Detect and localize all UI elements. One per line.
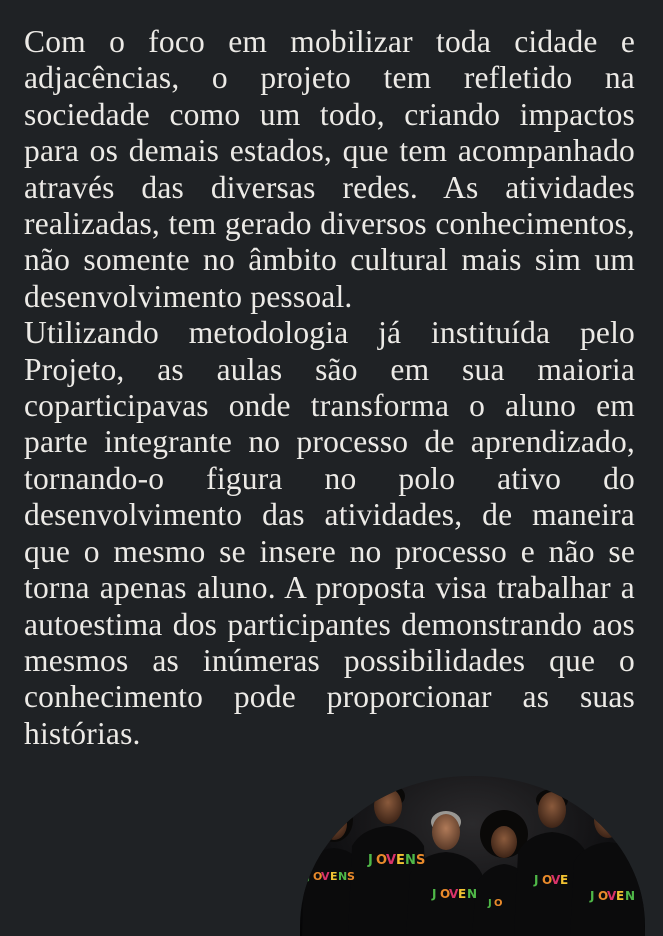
- svg-text:E: E: [330, 870, 338, 883]
- group-photo-illustration: [300, 776, 645, 936]
- svg-text:V: V: [321, 870, 330, 883]
- svg-text:O: O: [598, 889, 609, 903]
- svg-text:J: J: [590, 889, 595, 903]
- document-body: [24, 24, 635, 752]
- svg-text:V: V: [386, 853, 397, 868]
- svg-text:O: O: [440, 887, 451, 901]
- svg-text:O: O: [542, 873, 553, 887]
- svg-text:V: V: [551, 873, 561, 887]
- svg-text:N: N: [625, 889, 636, 903]
- svg-text:E: E: [616, 889, 625, 903]
- svg-text:S: S: [347, 870, 355, 883]
- svg-text:J: J: [432, 887, 437, 901]
- svg-text:N: N: [405, 853, 416, 868]
- paragraph-2: Utilizando metodologia já instituída pelo Projeto, as aulas são em sua maioria coparticipavas onde transforma o aluno em parte integrante no processo de aprendizado, tornando-o figura no polo ativo do desenvolvimento das atividades, de maneira que o mesmo se insere no processo e não se torna apenas aluno. A proposta visa trabalhar a autoestima dos participantes demonstrando aos mesmos as inúmeras possibilidades que o conhecimento pode proporcionar as suas histórias.: [24, 315, 635, 751]
- svg-text:E: E: [396, 853, 405, 868]
- paragraph-1: Com o foco em mobilizar toda cidade e adjacências, o projeto tem refletido na sociedade como um todo, criando impactos para os demais estados, que tem acompanhado através das diversas redes. As atividades realizadas, tem gerado diversos conhecimentos, não somente no âmbito cultural mais sim um desenvolvimento pessoal.: [24, 24, 635, 314]
- svg-text:N: N: [338, 870, 348, 883]
- svg-text:O: O: [494, 898, 503, 909]
- svg-text:E: E: [458, 887, 467, 901]
- svg-text:J: J: [534, 873, 539, 887]
- svg-text:J: J: [488, 898, 492, 909]
- person-6: [570, 799, 645, 936]
- svg-text:E: E: [560, 873, 569, 887]
- group-photo: [300, 776, 645, 936]
- svg-text:J: J: [306, 870, 311, 883]
- svg-text:O: O: [313, 870, 323, 883]
- svg-text:V: V: [449, 887, 459, 901]
- svg-text:J: J: [368, 853, 373, 868]
- svg-text:O: O: [376, 853, 388, 868]
- svg-text:V: V: [607, 889, 617, 903]
- svg-text:N: N: [467, 887, 478, 901]
- svg-text:S: S: [416, 853, 426, 868]
